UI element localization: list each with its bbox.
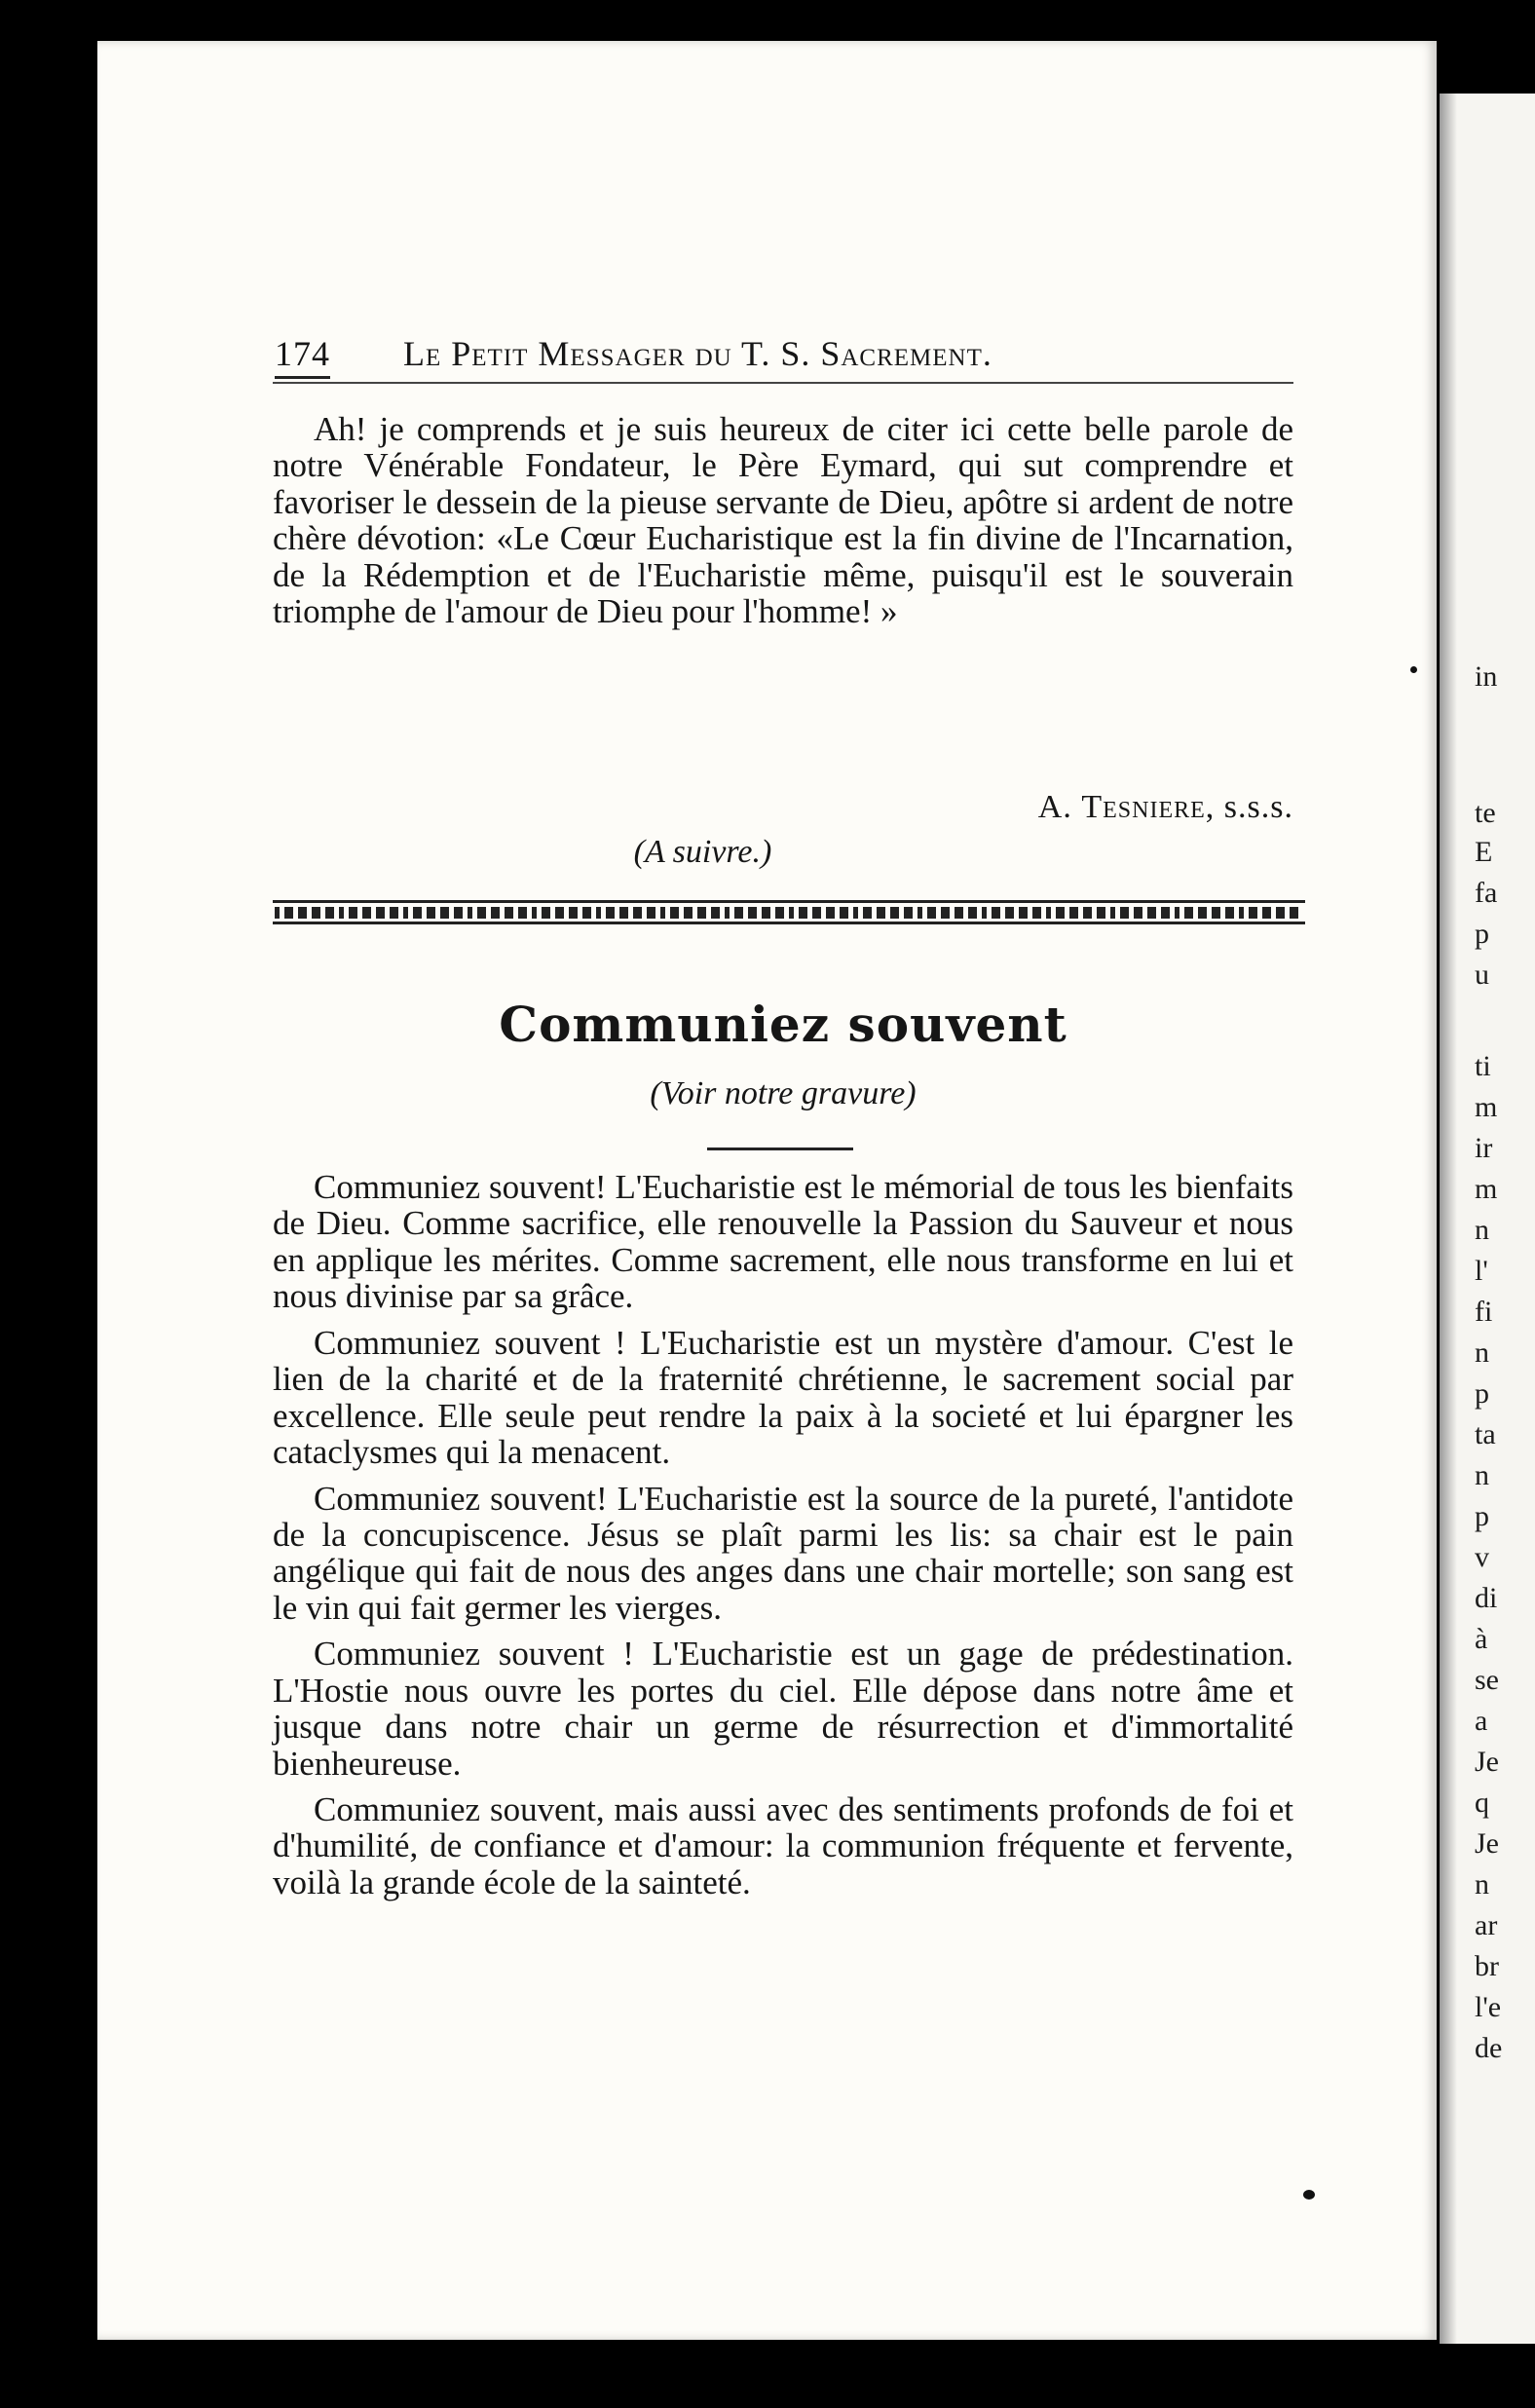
facing-page-fragment: l'e bbox=[1475, 1991, 1502, 2023]
article-paragraph-2: Communiez souvent ! L'Eucharistie est un mystère d'amour. C'est le lien de la charité et de la fraternité chrétienne, le sacrement social par excellence. Elle seule peut rendre la paix à la societé et lui épargner les cataclysmes qui la menacent. bbox=[273, 1323, 1293, 1472]
facing-page-fragment: l' bbox=[1475, 1255, 1488, 1287]
facing-page-fragment: ta bbox=[1475, 1418, 1496, 1450]
facing-page-fragment: n bbox=[1475, 1868, 1489, 1900]
facing-page-fragment: a bbox=[1475, 1705, 1488, 1737]
ornamental-divider bbox=[273, 900, 1305, 925]
facing-page-fragment: fa bbox=[1475, 877, 1498, 909]
article-paragraph-3: Communiez souvent! L'Eucharistie est la source de la pureté, l'antidote de la concupiscence. Jésus se plaît parmi les lis: sa chair est le pain angélique qui fait de nous des anges dans une chair mortelle; son sang est le vin qui fait germer les vierges. bbox=[273, 1479, 1293, 1627]
article-paragraph-1: Communiez souvent! L'Eucharistie est le mémorial de tous les bienfaits de Dieu. Comme sacrifice, elle renouvelle la Passion du Sauveur et nous en applique les mérites. Comme sacrement, elle nous transforme en lui et nous divinise par sa grâce. bbox=[273, 1168, 1293, 1316]
facing-page-fragment: E bbox=[1475, 836, 1493, 868]
facing-page-fragment: Je bbox=[1475, 1827, 1499, 1860]
page-gutter-shadow bbox=[1440, 94, 1457, 2344]
facing-page-fragment: di bbox=[1475, 1582, 1498, 1614]
facing-page-fragment: n bbox=[1475, 1214, 1489, 1246]
facing-page-fragment: v bbox=[1475, 1541, 1489, 1573]
to-be-continued: (A suivre.) bbox=[633, 834, 772, 870]
facing-page-fragment: ar bbox=[1475, 1909, 1498, 1941]
facing-page-fragment: u bbox=[1475, 959, 1489, 991]
facing-page-fragment: p bbox=[1475, 1500, 1489, 1532]
article-subtitle: (Voir notre gravure) bbox=[650, 1075, 917, 1111]
facing-page-fragment: de bbox=[1475, 2032, 1503, 2064]
article-paragraph-4: Communiez souvent ! L'Eucharistie est un gage de prédestination. L'Hostie nous ouvre les portes du ciel. Elle dépose dans notre âme et jusque dans notre chair un germe de résurrection et d'immortalité bienheureuse. bbox=[273, 1635, 1293, 1783]
running-head bbox=[273, 333, 1293, 384]
facing-page-fragment: n bbox=[1475, 1336, 1489, 1369]
facing-page-fragment: se bbox=[1475, 1664, 1499, 1696]
author-signature bbox=[273, 789, 1293, 826]
facing-page-fragment: te bbox=[1475, 797, 1496, 829]
facing-page-fragment: à bbox=[1475, 1623, 1488, 1655]
page-number: 174 bbox=[275, 333, 330, 379]
facing-page-fragment: p bbox=[1475, 918, 1489, 950]
facing-page-fragment: m bbox=[1475, 1173, 1498, 1205]
facing-page-fragment: fi bbox=[1475, 1296, 1493, 1328]
facing-page-fragment: in bbox=[1475, 660, 1498, 693]
signature-order: s.s.s. bbox=[1223, 789, 1293, 825]
previous-article-paragraph: Ah! je comprends et je suis heureux de citer ici cette belle parole de notre Vénérable Fondateur, le Père Eymard, qui sut comprendre et favoriser le dessein de la pieuse servante de Dieu, apôtre si ardent de notre chère dévotion: «Le Cœur Eucharistique est la fin divine de l'Incarnation, de la Rédemption et de l'Eucharistie même, puisqu'il est le souverain triomphe de l'amour de Dieu pour l'homme! » bbox=[273, 410, 1293, 631]
facing-page-fragment: ti bbox=[1475, 1050, 1491, 1082]
previous-article-text bbox=[273, 411, 1293, 630]
scan-speck bbox=[1410, 666, 1417, 673]
title-rule bbox=[707, 1148, 853, 1150]
facing-page-fragment: m bbox=[1475, 1091, 1498, 1123]
facing-page-fragment: ir bbox=[1475, 1132, 1493, 1164]
signature-initial: A. bbox=[1037, 789, 1072, 825]
article-paragraph-5: Communiez souvent, mais aussi avec des sentiments profonds de foi et d'humilité, de confiance et d'amour: la communion fréquente et fervente, voilà la grande école de la sainteté. bbox=[273, 1790, 1293, 1901]
facing-page-fragment: p bbox=[1475, 1377, 1489, 1410]
running-head-title: Le Petit Messager du T. S. Sacrement. bbox=[403, 334, 992, 373]
facing-page-fragment: br bbox=[1475, 1950, 1499, 1982]
article-body bbox=[273, 1169, 1293, 1900]
facing-page-edge bbox=[1440, 94, 1535, 2344]
scan-speck bbox=[1303, 2190, 1315, 2200]
book-page bbox=[97, 41, 1437, 2340]
facing-page-fragment: q bbox=[1475, 1787, 1489, 1819]
signature-name: Tesniere, bbox=[1081, 789, 1216, 825]
article-title: Communiez souvent bbox=[499, 996, 1067, 1053]
facing-page-fragment: n bbox=[1475, 1459, 1489, 1491]
facing-page-fragment: Je bbox=[1475, 1746, 1499, 1778]
